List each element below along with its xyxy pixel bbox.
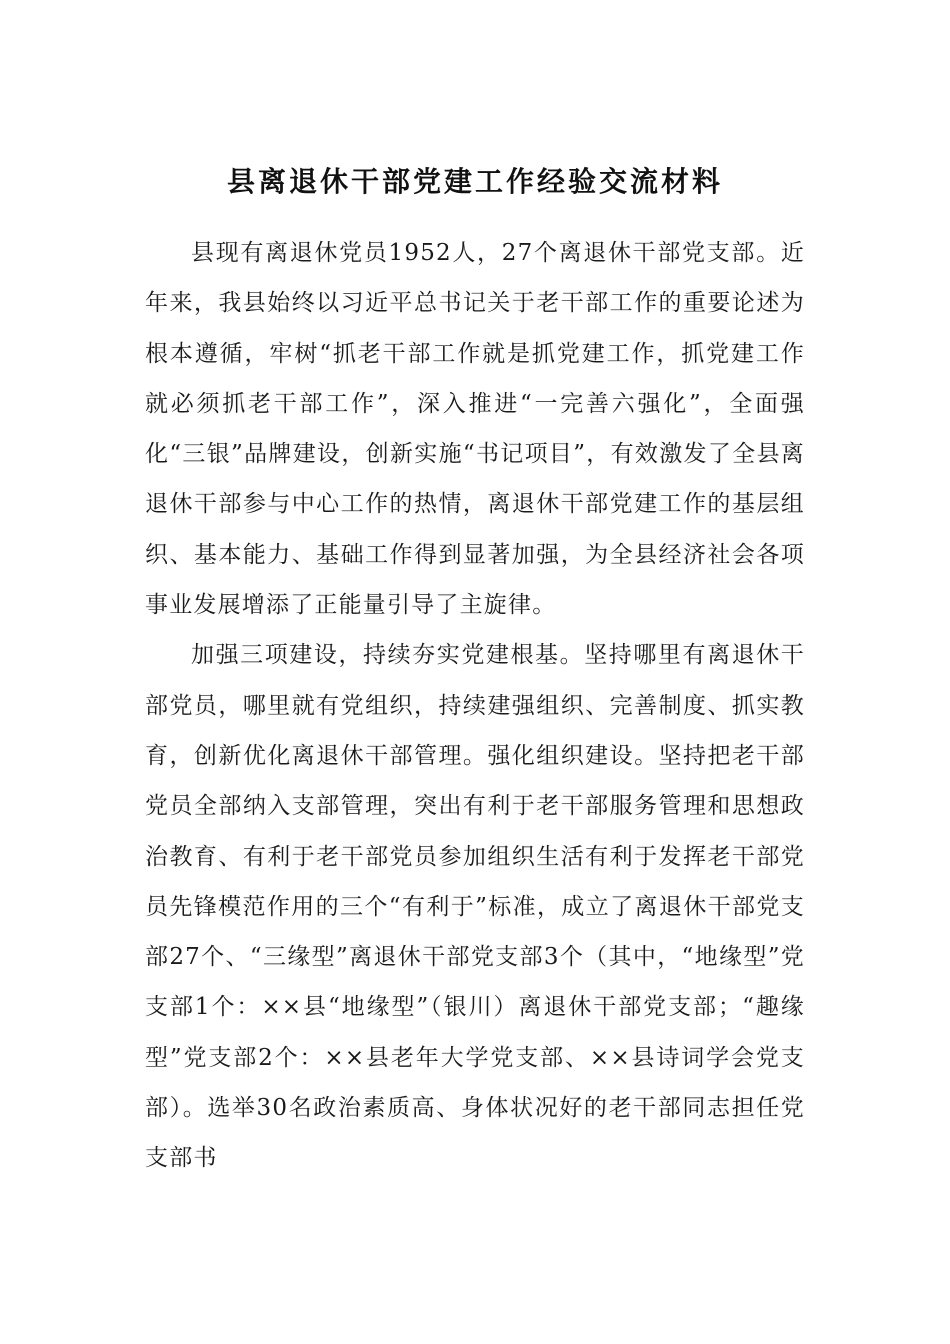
paragraph-three-constructions: 加强三项建设，持续夯实党建根基。坚持哪里有离退休干部党员，哪里就有党组织，持续建强组织、完善制度、抓实教育，创新优化离退休干部管理。强化组织建设。坚持把老干部党员全部纳入支部管理，突出有利于老干部服务管理和思想政治教育、有利于老干部党员参加组织生活有利于发挥老干部党员先锋模范作用的三个“有利于”标准，成立了离退休干部党支部27个、“三缘型”离退休干部党支部3个（其中，“地缘型”党支部1个：××县“地缘型”（银川）离退休干部党支部；“趣缘型”党支部2个：××县老年大学党支部、××县诗词学会党支部）。选举30名政治素质高、身体状况好的老干部同志担任党支部书 — [145, 642, 805, 1172]
paragraph-intro: 县现有离退休党员1952人，27个离退休干部党支部。近年来，我县始终以习近平总书记关于老干部工作的重要论述为根本遵循，牢树“抓老干部工作就是抓党建工作，抓党建工作就必须抓老干部工作”，深入推进“一完善六强化”，全面强化“三银”品牌建设，创新实施“书记项目”，有效激发了全县离退休干部参与中心工作的热情，离退休干部党建工作的基层组织、基本能力、基础工作得到显著加强，为全县经济社会各项事业发展增添了正能量引导了主旋律。 — [145, 240, 805, 619]
document-title: 县离退休干部党建工作经验交流材料 — [226, 165, 723, 198]
document-body — [145, 228, 805, 1184]
